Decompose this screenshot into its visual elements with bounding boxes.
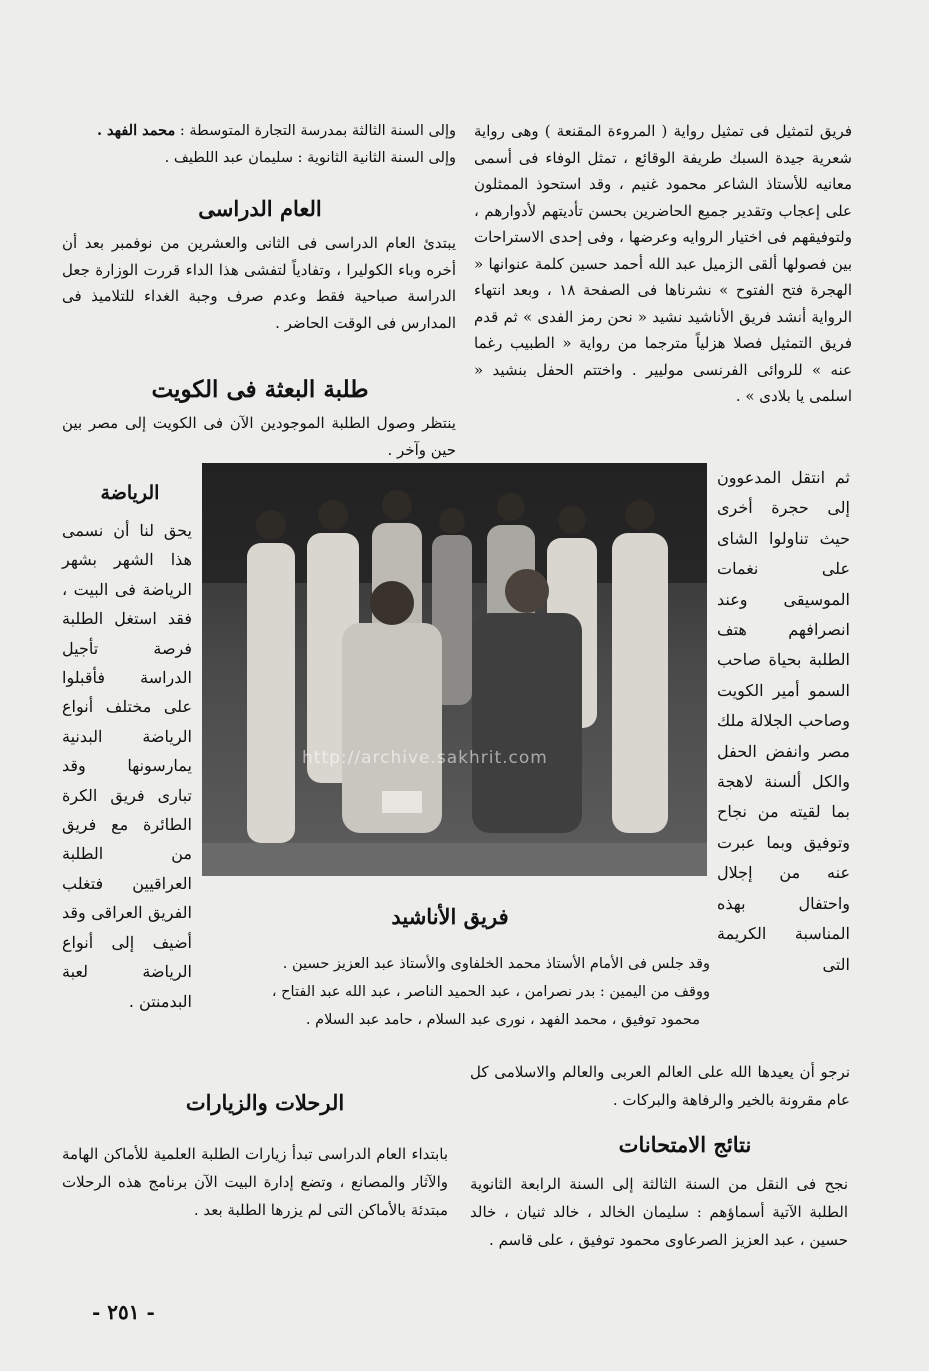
left-column-results xyxy=(62,118,456,171)
intro-paragraph: فريق لتمثيل فى تمثيل رواية ( المروءة المقنعة ) وهى رواية شعرية جيدة السبك طريفة الوقائع ، تمثل الوفاء فى أسمى معانيه للأستاذ الشاعر محمود غنيم ، وقد استحوذ الممثلون على إعجاب وتقدير جميع الحاضرين بحسن تأديتهم لأدوارهم ، ولتوفيقهم فى اختيار الروايه وعرضها ، وفى إحدى الاستراحات بين فصولها ألقى الزميل عبد الله أحمد حسين كلمة عنوانها « الهجرة فتح الفتوح » نشرناها فى الصفحة ١٨ ، وبعد انتهاء الرواية أنشد فريق الأناشيد نشيد « نحن رمز الفدى » ثم قدم فريق التمثيل فصلا هزلياً مترجما من رواية « الطبيب رغما عنه » للروائى الفرنسى موليير . واختتم الحفل بنشيد « اسلمى يا بلادى » . xyxy=(474,122,852,405)
caption-heading: فريق الأناشيد xyxy=(391,904,509,929)
trips-text: بابتداء العام الدراسى تبدأ زيارات الطلبة العلمية للأماكن الهامة والآثار والمصانع ، وتضع إدارة البيت الآن برنامج هذه الرحلات مبتدئة بالأماكن التى لم يزرها الطلبة بعد . xyxy=(62,1145,448,1219)
photo-illustration xyxy=(202,463,707,876)
caption-line-3: محمود توفيق ، محمد الفهد ، نورى عبد السلام ، حامد عبد السلام . xyxy=(305,1012,700,1028)
result-line-1: وإلى السنة الثالثة بمدرسة التجارة المتوسطة : محمد الفهد . xyxy=(96,122,456,139)
caption-line-2: ووقف من اليمين : بدر نصرامن ، عبد الحميد الناصر ، عبد الله عبد الفتاح ، xyxy=(271,984,710,1000)
group-photo xyxy=(202,463,707,876)
photo-watermark: http://archive.sakhrit.com xyxy=(302,748,548,768)
kuwait-students-heading: طلبة البعثة فى الكويت xyxy=(151,376,369,403)
caption-line-1: وقد جلس فى الأمام الأستاذ محمد الخلفاوى والأستاذ عبد العزيز حسين . xyxy=(282,956,710,972)
school-year-heading: العام الدراسى xyxy=(198,196,322,221)
page-number: - ٢٥١ - xyxy=(92,1300,155,1324)
right-column-side: ثم انتقل المدعوون إلى حجرة أخرى حيث تناولوا الشاى على نغمات الموسيقى وعند انصرافهم هتف الطلبة بحياة صاحب السمو أمير الكويت وصاحب الجلالة ملك مصر وانفض الحفل والكل ألسنة لاهجة بما لقيته من نجاح وتوفيق وبما عبرت عنه من إجلال واحتفال بهذه المناسبة الكريمة التى xyxy=(717,468,850,974)
sports-text: يحق لنا أن نسمى هذا الشهر بشهر الرياضة فى البيت ، فقد استغل الطلبة فرصة تأجيل الدراسة فأقبلوا على مختلف أنواع الرياضة البدنية يمارسونها وقد تبارى فريق الكرة الطائرة مع فريق من الطلبة العراقيين فتغلب الفريق العراقى وقد أضيف إلى أنواع الرياضة لعبة البدمنتن . xyxy=(62,521,192,1011)
kuwait-students-text: ينتظر وصول الطلبة الموجودين الآن فى الكويت إلى مصر بين حين وآخر . xyxy=(62,414,456,459)
sports-heading: الرياضة xyxy=(100,482,160,504)
trips-heading: الرحلات والزيارات xyxy=(185,1090,345,1115)
right-column-intro xyxy=(474,118,852,410)
photo-caption xyxy=(210,950,710,1034)
right-column-continuation: نرجو أن يعيدها الله على العالم العربى والعالم والاسلامى كل عام مقرونة بالخير والرفاهة والبركات . xyxy=(470,1063,850,1109)
exams-text: نجح فى النقل من السنة الثالثة إلى السنة الرابعة الثانوية الطلبة الآتية أسماؤهم : سليمان الخالد ، خالد ثنيان ، خالد حسين ، عبد العزيز الصرعاوى محمود توفيق ، على قاسم . xyxy=(470,1175,848,1249)
school-year-text: يبتدئ العام الدراسى فى الثانى والعشرين من نوفمبر بعد أن أخره وباء الكوليرا ، وتفادياً لتفشى هذا الداء قررت الوزارة جعل الدراسة صباحية فقط وعدم صرف وجبة الغداء للتلاميذ فى المدارس فى الوقت الحاضر . xyxy=(62,234,456,332)
result-line-2: وإلى السنة الثانية الثانوية : سليمان عبد اللطيف . xyxy=(164,149,456,166)
exams-heading: نتائج الامتحانات xyxy=(618,1132,752,1157)
